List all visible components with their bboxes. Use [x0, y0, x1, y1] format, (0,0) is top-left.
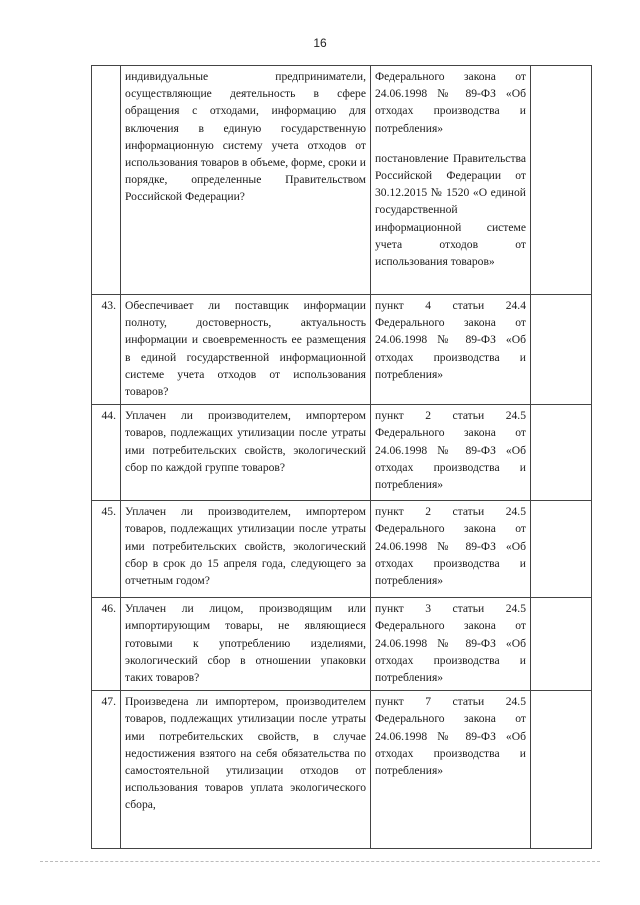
table-row [92, 598, 592, 691]
table-row [92, 405, 592, 501]
question-cell: Уплачен ли производителем, импортером товаров, подлежащих утилизации после утраты ими потребительских свойств, экологический сбор в срок до 15 апреля года, следующего за отчетным годом? [121, 501, 371, 598]
question-cell: Уплачен ли лицом, производящим или импортирующим товары, не являющиеся готовыми к употреблению изделиями, экологический сбор в отношении упаковки таких товаров? [121, 598, 371, 691]
table-row [92, 295, 592, 405]
reference-cell: пункт 4 статьи 24.4 Федерального закона от 24.06.1998 № 89-ФЗ «Об отходах производства и потребления» [371, 295, 531, 405]
checklist-table [91, 65, 592, 849]
reference-cell: пункт 3 статьи 24.5 Федерального закона от 24.06.1998 № 89-ФЗ «Об отходах производства и потребления» [371, 598, 531, 691]
empty-cell [531, 691, 592, 849]
question-cell: Уплачен ли производителем, импортером товаров, подлежащих утилизации после утраты ими потребительских свойств, экологический сбор по каждой группе товаров? [121, 405, 371, 501]
reference-cell: пункт 2 статьи 24.5 Федерального закона от 24.06.1998 № 89-ФЗ «Об отходах производства и потребления» [371, 501, 531, 598]
scan-edge-line [40, 861, 600, 862]
question-cell: индивидуальные предприниматели, осуществляющие деятельность в сфере обращения с отходами, информацию для включения в единую государственную информационную систему учета отходов от использования товаров в объеме, форме, сроки и порядке, определенные Правительством Российской Федерации? [121, 66, 371, 295]
page-number: 16 [313, 36, 327, 50]
empty-cell [531, 295, 592, 405]
table-row [92, 691, 592, 849]
empty-cell [531, 66, 592, 295]
reference-cell [371, 66, 531, 295]
row-number [92, 66, 121, 295]
row-number: 43. [92, 295, 121, 405]
row-number: 47. [92, 691, 121, 849]
empty-cell [531, 405, 592, 501]
row-number: 44. [92, 405, 121, 501]
reference-text: Федерального закона от 24.06.1998 № 89-ФЗ «Об отходах производства и потребления» [375, 70, 526, 135]
row-number: 46. [92, 598, 121, 691]
table-row [92, 66, 592, 295]
row-number: 45. [92, 501, 121, 598]
reference-cell: пункт 7 статьи 24.5 Федерального закона от 24.06.1998 № 89-ФЗ «Об отходах производства и потребления» [371, 691, 531, 849]
empty-cell [531, 501, 592, 598]
reference-text: постановление Правительства Российской Федерации от 30.12.2015 № 1520 «О единой государственной информационной системе учета отходов от использования товаров» [375, 151, 526, 269]
table-row [92, 501, 592, 598]
question-cell: Обеспечивает ли поставщик информации полноту, достоверность, актуальность информации и своевременность ее размещения в единой государственной информационной системе учета отходов от использования товаров? [121, 295, 371, 405]
question-cell: Произведена ли импортером, производителем товаров, подлежащих утилизации после утраты ими потребительских свойств, в случае недостижения взятого на себя обязательства по самостоятельной утилизации отходов от использования товаров уплата экологического сбора, [121, 691, 371, 849]
empty-cell [531, 598, 592, 691]
reference-cell: пункт 2 статьи 24.5 Федерального закона от 24.06.1998 № 89-ФЗ «Об отходах производства и потребления» [371, 405, 531, 501]
